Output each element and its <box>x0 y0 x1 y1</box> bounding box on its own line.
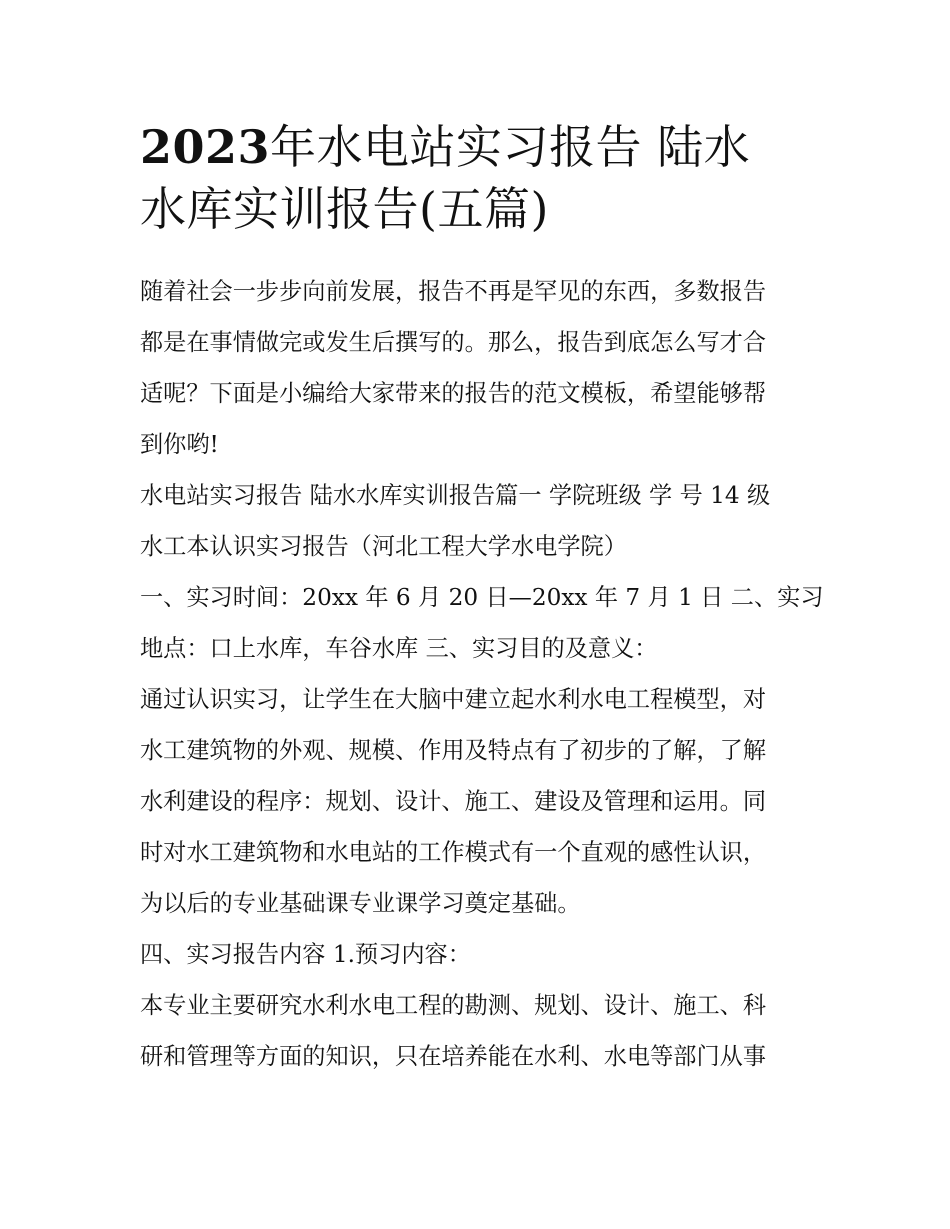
text-line: 适呢？下面是小编给大家带来的报告的范文模板，希望能够帮 <box>140 380 767 407</box>
text-line: 都是在事情做完或发生后撰写的。那么，报告到底怎么写才合 <box>140 329 767 356</box>
text-line: 一、实习时间：20xx 年 6 月 20 日—20xx 年 7 月 1 日 二、实习 <box>140 584 824 611</box>
title-line-2: 水库实训报告(五篇) <box>140 182 549 236</box>
section-heading-paragraph <box>140 470 815 572</box>
text-line: 四、实习报告内容 1.预习内容： <box>140 941 471 968</box>
text-line: 到你哟! <box>140 431 219 458</box>
title-year: 2023 <box>140 120 271 174</box>
document-body <box>140 266 824 1082</box>
text-line: 本专业主要研究水利水电工程的勘测、规划、设计、施工、科 <box>140 992 767 1019</box>
title-line-1-text: 年水电站实习报告 陆水 <box>270 120 751 174</box>
text-line: 时对水工建筑物和水电站的工作模式有一个直观的感性认识， <box>140 839 767 866</box>
purpose-paragraph <box>140 674 815 929</box>
text-line: 水工建筑物的外观、规模、作用及特点有了初步的了解，了解 <box>140 737 767 764</box>
text-line: 通过认识实习，让学生在大脑中建立起水利水电工程模型，对 <box>140 686 767 713</box>
time-location-paragraph <box>140 572 824 674</box>
text-line: 研和管理等方面的知识，只在培养能在水利、水电等部门从事 <box>140 1043 767 1070</box>
text-line: 水电站实习报告 陆水水库实训报告篇一 学院班级 学 号 14 级 <box>140 482 771 509</box>
text-line: 为以后的专业基础课专业课学习奠定基础。 <box>140 890 581 917</box>
text-line: 水利建设的程序：规划、设计、施工、建设及管理和运用。同 <box>140 788 767 815</box>
document-content <box>140 116 824 1082</box>
title-line-1 <box>140 116 815 178</box>
text-line: 地点：口上水库，车谷水库 三、实习目的及意义： <box>140 635 658 662</box>
intro-paragraph <box>140 266 815 470</box>
text-line: 水工本认识实习报告（河北工程大学水电学院） <box>140 533 627 560</box>
document-title <box>140 116 815 240</box>
text-line: 随着社会一步步向前发展，报告不再是罕见的东西，多数报告 <box>140 278 767 305</box>
content-heading-paragraph <box>140 929 815 980</box>
major-description-paragraph <box>140 980 815 1082</box>
